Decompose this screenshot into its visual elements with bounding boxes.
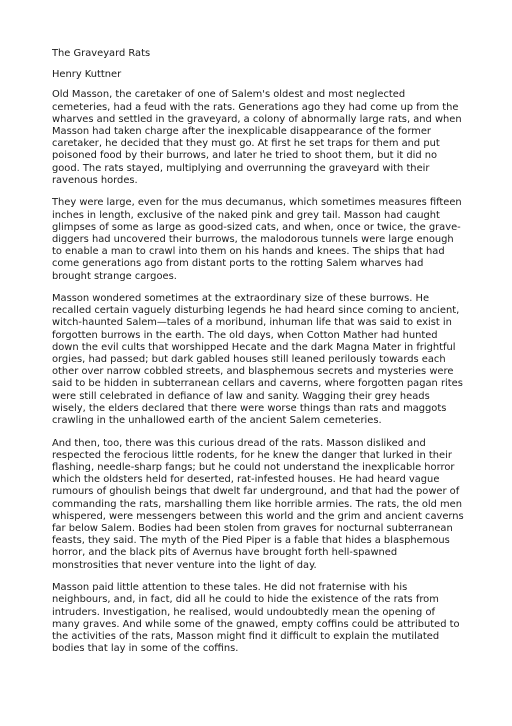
paragraph-4: And then, too, there was this curious dread of the rats. Masson disliked and respected the ferocious little rodents, for he knew the danger that lurked in their flashing, needle-sharp fangs; but he could not understand the inexplicable horror which the oldsters held for deserted, rat-infested houses. He had heard vague rumours of ghoulish beings that dwelt far underground, and that had the power of commanding the rats, marshalling them like horrible armies. The rats, the old men whispered, were messengers between this world and the grim and ancient caverns far below Salem. Bodies had been stolen from graves for nocturnal subterranean feasts, they said. The myth of the Pied Piper is a fable that hides a blasphemous horror, and the black pits of Avernus have brought forth hell-spawned monstrosities that never venture into the light of day. <box>52 437 464 571</box>
document-title: The Graveyard Rats <box>52 48 151 59</box>
paragraph-1: Old Masson, the caretaker of one of Salem's oldest and most neglected cemeteries, had a feud with the rats. Generations ago they had come up from the wharves and settled in the graveyard, a colony of abnormally large rats, and when Masson had taken charge after the inexplicable disappearance of the former caretaker, he decided that they must go. At first he set traps for them and put poisoned food by their burrows, and later he tried to shoot them, but it did no good. The rats stayed, multiplying and overrunning the graveyard with their ravenous hordes. <box>52 89 462 186</box>
document-author: Henry Kuttner <box>52 68 122 80</box>
paragraph-5: Masson paid little attention to these tales. He did not fraternise with his neighbours, and, in fact, did all he could to hide the existence of the rats from intruders. Investigation, he realised, would undoubtedly mean the opening of many graves. And while some of the gnawed, empty coffins could be attributed to the activities of the rats, Masson might find it difficult to explain the mutilated bodies that lay in some of the coffins. <box>52 582 460 655</box>
document-page <box>52 48 464 666</box>
paragraph-2: They were large, even for the mus decumanus, which sometimes measures fifteen inches in length, exclusive of the naked pink and grey tail. Masson had caught glimpses of some as large as good-sized cats, and when, once or twice, the grave-diggers had uncovered their burrows, the malodorous tunnels were large enough to enable a man to crawl into them on his hands and knees. The ships that had come generations ago from distant ports to the rotting Salem wharves had brought strange cargoes. <box>52 197 462 282</box>
paragraph-3: Masson wondered sometimes at the extraordinary size of these burrows. He recalled certain vaguely disturbing legends he had heard since coming to ancient, witch-haunted Salem—tales of a moribund, inhuman life that was said to exist in forgotten burrows in the earth. The old days, when Cotton Mather had hunted down the evil cults that worshipped Hecate and the dark Magna Mater in frightful orgies, had passed; but dark gabled houses still leaned perilously towards each other over narrow cobbled streets, and blasphemous secrets and mysteries were said to be hidden in subterranean cellars and caverns, where forgotten pagan rites were still celebrated in defiance of law and sanity. Wagging their grey heads wisely, the elders declared that there were worse things than rats and maggots crawling in the unhallowed earth of the ancient Salem cemeteries. <box>52 293 463 427</box>
